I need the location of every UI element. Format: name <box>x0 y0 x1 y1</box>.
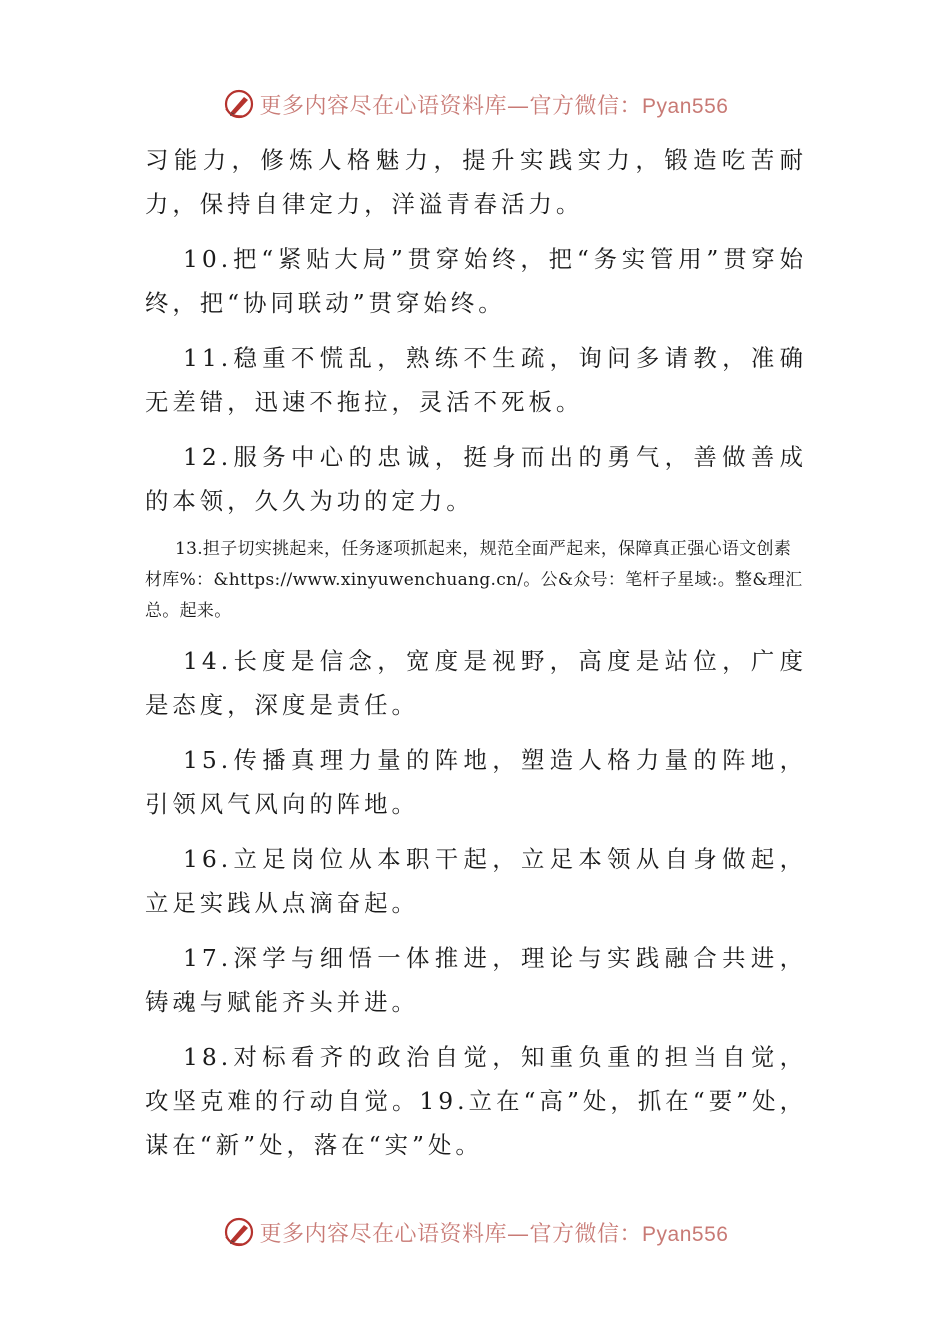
paragraph-item-18-19: 18.对标看齐的政治自觉，知重负重的担当自觉，攻坚克难的行动自觉。19.立在“高”处，抓在“要”处，谋在“新”处，落在“实”处。 <box>145 1043 807 1159</box>
banner-text: 更多内容尽在心语资料库—官方微信：Pyan556 <box>259 1221 729 1247</box>
paragraph-item-13: 13.担子切实挑起来，任务逐项抓起来，规范全面严起来，保障真正强心语文创素材库%：&https://www.xinyuwenchuang.cn/。公&众号：笔杆子星域:。整&理汇总。起来。 <box>145 539 803 621</box>
footer-banner <box>0 1212 950 1252</box>
paragraph-item-15: 15.传播真理力量的阵地，塑造人格力量的阵地，引领风气风向的阵地。 <box>145 746 807 818</box>
paragraph-item-10: 10.把“紧贴大局”贯穿始终，把“务实管用”贯穿始终，把“协同联动”贯穿始终。 <box>145 245 807 317</box>
wechat-id: Pyan556 <box>642 1222 729 1246</box>
header-banner <box>0 84 950 124</box>
pen-logo-icon <box>222 87 256 121</box>
paragraph-item-12: 12.服务中心的忠诚，挺身而出的勇气，善做善成的本领，久久为功的定力。 <box>145 443 807 515</box>
banner-text: 更多内容尽在心语资料库—官方微信：Pyan556 <box>259 93 729 119</box>
pen-logo-icon <box>222 1215 256 1249</box>
paragraph-continuation: 习能力，修炼人格魅力，提升实践实力，锻造吃苦耐力，保持自律定力，洋溢青春活力。 <box>145 146 807 218</box>
paragraph-item-14: 14.长度是信念，宽度是视野，高度是站位，广度是态度，深度是责任。 <box>145 647 807 719</box>
paragraph-item-11: 11.稳重不慌乱，熟练不生疏，询问多请教，准确无差错，迅速不拖拉，灵活不死板。 <box>145 344 807 416</box>
paragraph-item-16: 16.立足岗位从本职干起，立足本领从自身做起，立足实践从点滴奋起。 <box>145 845 807 917</box>
document-body <box>145 138 807 1178</box>
wechat-id: Pyan556 <box>642 94 729 118</box>
paragraph-item-17: 17.深学与细悟一体推进，理论与实践融合共进，铸魂与赋能齐头并进。 <box>145 944 807 1016</box>
